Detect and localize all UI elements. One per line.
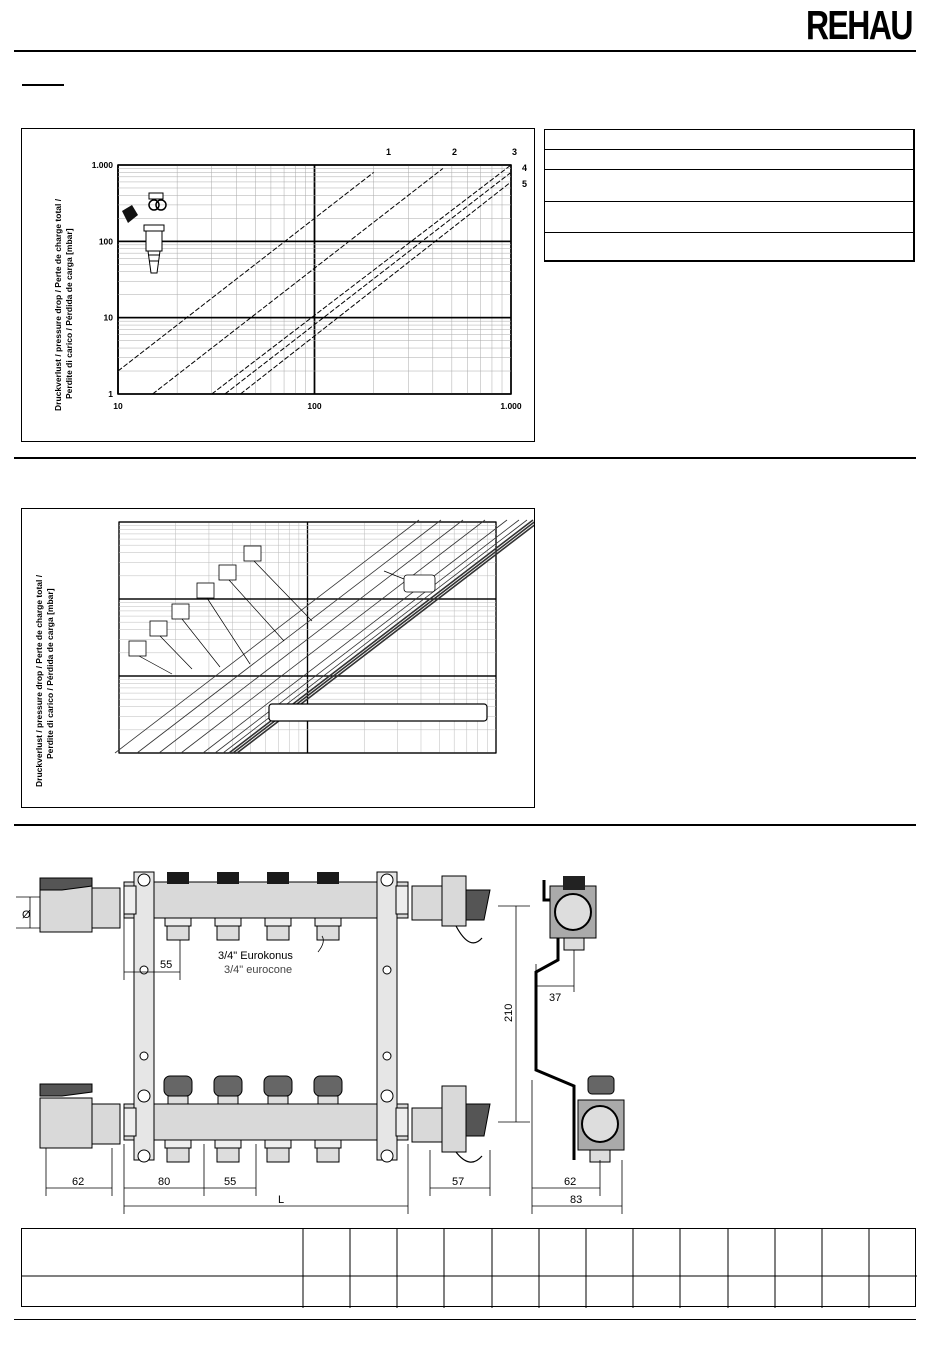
eurokonus-label-de: 3/4" Eurokonus [218, 950, 293, 962]
end-unit-supply [412, 876, 490, 943]
flow-meter [314, 1076, 342, 1096]
dimension-lines [16, 897, 622, 1214]
manifold-pressure-drop-chart [22, 509, 534, 807]
spec-table [544, 129, 915, 262]
supply-valve-cap [267, 872, 289, 884]
chart1-ylabel-line2: Perdite di carico / Pérdida de carga [mbar] [64, 228, 74, 399]
chart1-y-tick: 100 [98, 236, 113, 247]
chart2-frame [21, 508, 535, 808]
flow-meter [164, 1076, 192, 1096]
chart1-y-tick: 10 [103, 312, 113, 323]
dim-62-left: 62 [72, 1176, 85, 1188]
chart1-curve-label: 2 [452, 147, 458, 157]
right-bracket [377, 872, 397, 1160]
chart1-x-tick: 100 [307, 401, 322, 411]
chart2-callout [150, 621, 167, 636]
flow-meter [214, 1076, 242, 1096]
section-rule [14, 824, 916, 826]
footer-rule [14, 1319, 916, 1320]
chart1-x-tick: 1.000 [500, 401, 522, 411]
dim-80: 80 [158, 1176, 171, 1188]
chart1-curve-label: 1 [386, 147, 392, 157]
diameter-label: Ø [22, 909, 31, 921]
dim-55-top: 55 [160, 959, 173, 971]
dim-83: 83 [570, 1194, 583, 1206]
chart1-curve-label: 5 [522, 179, 528, 189]
chart2-callout [219, 565, 236, 580]
dim-62-right: 62 [564, 1176, 577, 1188]
chart2-callout [172, 604, 189, 619]
flow-meter [264, 1076, 292, 1096]
supply-valve-cap [167, 872, 189, 884]
chart2-callout [404, 575, 435, 592]
screw-icon [138, 1090, 150, 1102]
chart2-ylabel-line1: Druckverlust / pressure drop / Perte de charge total / [34, 574, 44, 787]
dim-210: 210 [503, 1003, 515, 1022]
supply-valve-cap [317, 872, 339, 884]
chart1-ylabel-line1: Druckverlust / pressure drop / Perte de charge total / [53, 198, 63, 411]
section-marker [22, 84, 64, 86]
manifold-side-view [536, 876, 624, 1162]
screw-icon [138, 874, 150, 886]
pressure-drop-chart [22, 129, 534, 441]
end-unit-return [412, 1086, 490, 1162]
chart2-note-box [269, 704, 487, 721]
section-rule [14, 457, 916, 459]
chart1-y-tick: 1 [108, 389, 113, 399]
spec-table-row-divider [545, 232, 913, 233]
spec-table-row-divider [545, 201, 913, 202]
eurokonus-label-en: 3/4" eurocone [224, 964, 293, 976]
dim-57: 57 [452, 1176, 465, 1188]
screw-icon [138, 1150, 150, 1162]
dim-55-bottom: 55 [224, 1176, 237, 1188]
rehau-logo: REHAU [806, 2, 912, 48]
chart1-y-tick: 1.000 [91, 160, 113, 170]
chart2-callout [197, 583, 214, 598]
chart2-ylabel-line2: Perdite di carico / Pérdida de carga [mbar] [45, 588, 55, 759]
header-rule [14, 50, 916, 52]
chart2-callout [129, 641, 146, 656]
chart1-curve-label: 3 [512, 147, 518, 157]
screw-icon [381, 1090, 393, 1102]
manifold-technical-drawing [0, 860, 640, 1220]
spec-table-row-divider [545, 169, 913, 170]
spec-table-row-divider [545, 149, 913, 150]
dimension-table [21, 1228, 916, 1307]
dim-L: L [278, 1194, 285, 1206]
chart1-frame [21, 128, 535, 442]
screw-icon [381, 1150, 393, 1162]
chart1-x-tick: 10 [113, 401, 123, 411]
supply-rail [124, 882, 408, 918]
left-bracket [134, 872, 154, 1160]
supply-valve-cap [217, 872, 239, 884]
chart2-callout [244, 546, 261, 561]
ball-valve-supply [40, 878, 120, 932]
dim-37: 37 [549, 992, 562, 1004]
ball-valve-return [40, 1084, 120, 1148]
return-rail [124, 1104, 408, 1140]
screw-icon [381, 874, 393, 886]
chart1-curve-label: 4 [522, 163, 528, 173]
